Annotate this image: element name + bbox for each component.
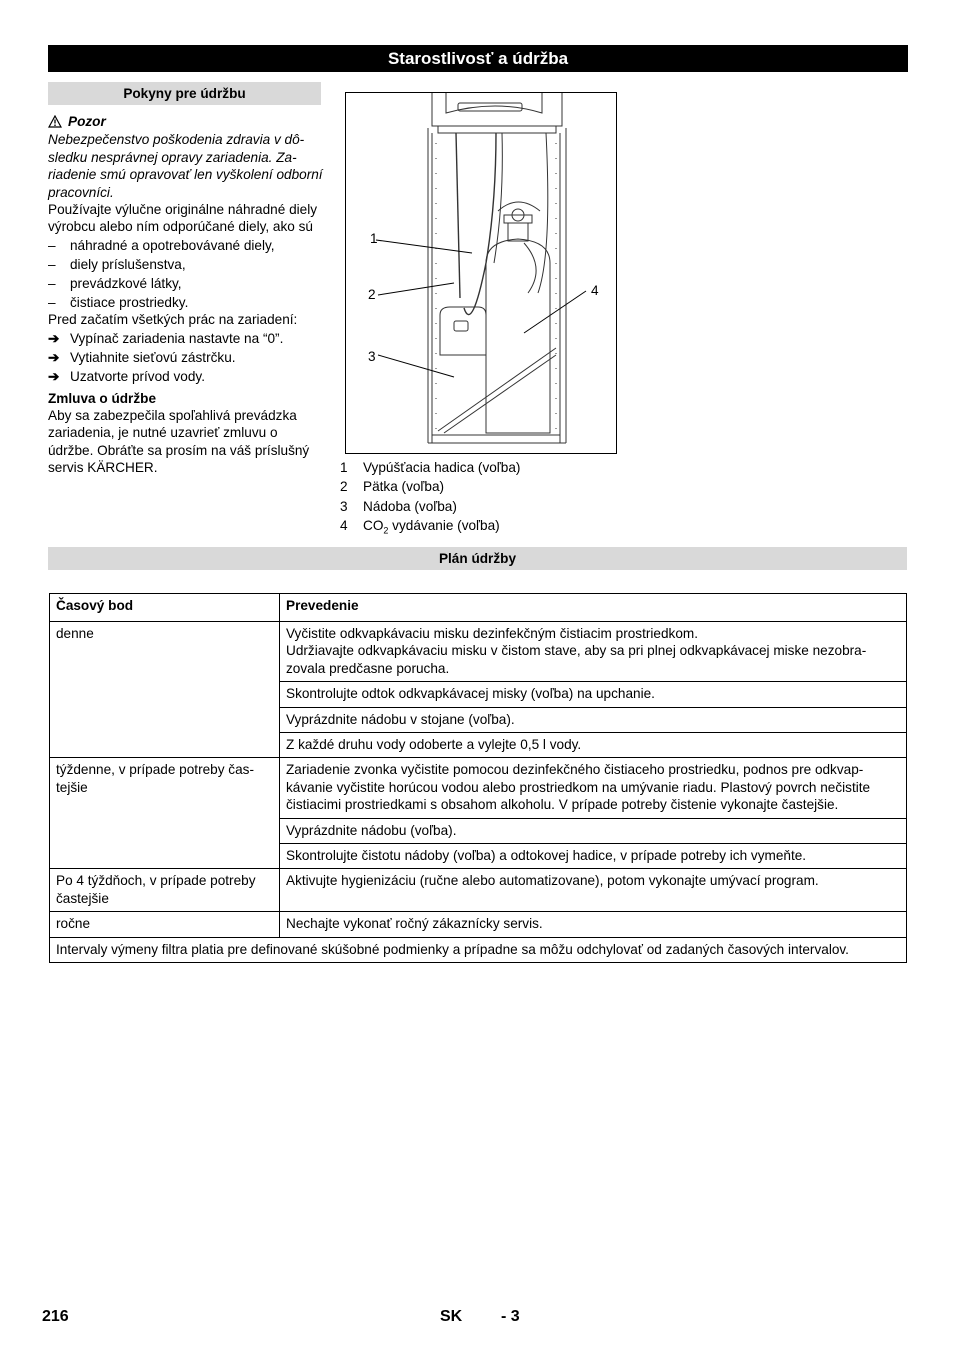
- action-cell: Aktivujte hygienizáciu (ručne alebo automatizovane), potom vykonajte umývací program.: [280, 869, 907, 912]
- parts-intro: Používajte výlučne originálne náhradné diely výrobcu alebo ním odporúčané diely, ako sú: [48, 202, 318, 235]
- maintenance-plan-heading: Plán údržby: [48, 547, 907, 570]
- legend-text: Vypúšťacia hadica (voľba): [363, 460, 521, 475]
- filter-interval-note: Intervaly výmeny filtra platia pre definované skúšobné podmienky a prípadne sa môžu odchylovať od zadaných časových intervalov.: [50, 937, 907, 962]
- language-code: SK: [440, 1308, 463, 1325]
- callout-2: 2: [368, 287, 376, 302]
- dash-bullet: –: [48, 295, 56, 311]
- parts-list-text: prevádzkové látky,: [70, 276, 182, 292]
- legend-text: Nádoba (voľba): [363, 498, 457, 514]
- dash-bullet: –: [48, 257, 56, 273]
- device-illustration: [346, 93, 616, 453]
- maintenance-notes-heading: Pokyny pre údržbu: [48, 82, 321, 105]
- step-item: [48, 348, 324, 367]
- legend-item: [340, 517, 640, 536]
- action-cell: Skontrolujte odtok odkvapkávacej misky (voľba) na upchanie.: [280, 682, 907, 707]
- legend-text: Pätka (voľba): [363, 479, 445, 495]
- legend-number: 2: [340, 479, 348, 495]
- arrow-right-icon: ➔: [48, 350, 60, 366]
- time-cell: Po 4 týždňoch, v prípade potreby častejšie: [50, 869, 280, 912]
- table-row: [50, 758, 907, 818]
- parts-list-item: [48, 236, 324, 255]
- legend-text-co: CO: [363, 518, 384, 534]
- contract-heading: Zmluva o údržbe: [48, 390, 157, 406]
- action-cell: Zariadenie zvonka vyčistite pomocou dezinfekčného čistiaceho prostriedku, podnos pre odkvap-kávanie vyčistite horúcou vodou alebo prostriedkom na umývanie riadu. Plastový povrch nečistite čistiacimi prostriedkami s obsahom alkoholu. V prípade potreby čistenie vykonajte častejšie.: [280, 758, 907, 818]
- action-cell: Vyprázdnite nádobu (voľba).: [280, 818, 907, 843]
- parts-list-item: [48, 293, 324, 312]
- parts-list-text: náhradné a opotrebovávané diely,: [70, 238, 275, 254]
- warning-label: Pozor: [68, 114, 106, 129]
- action-cell: Vyčistite odkvapkávaciu misku dezinfekčným čistiacim prostriedkom. Udržiavajte odkvapkávaciu misku v čistom stave, aby sa pri plnej odkvapkávacej miske nezobra-zovala predčasne porucha.: [280, 622, 907, 682]
- parts-list-item: [48, 255, 324, 274]
- before-work-text: Pred začatím všetkých prác na zariadení:: [48, 312, 298, 328]
- step-item: [48, 329, 324, 348]
- parts-list: [48, 236, 324, 312]
- page-number: 216: [42, 1308, 69, 1325]
- time-cell: denne: [50, 622, 280, 758]
- section-title: Starostlivosť a údržba: [48, 45, 908, 72]
- table-row: [50, 912, 907, 937]
- step-text: Uzatvorte prívod vody.: [70, 369, 205, 385]
- parts-list-text: diely príslušenstva,: [70, 257, 186, 273]
- legend-number: 1: [340, 460, 348, 475]
- parts-list-item: [48, 274, 324, 293]
- dash-bullet: –: [48, 276, 56, 292]
- contract-text: Aby sa zabezpečila spoľahlivá prevádzka zariadenia, je nutné uzavrieť zmluvu o údržbe. Obráťte sa prosím na váš príslušný servis KÄRCHER.: [48, 408, 310, 476]
- action-cell: Vyprázdnite nádobu v stojane (voľba).: [280, 707, 907, 732]
- maintenance-plan-table: [49, 593, 907, 963]
- table-row: [50, 869, 907, 912]
- action-cell: Nechajte vykonať ročný zákaznícky servis.: [280, 912, 907, 937]
- action-cell: Z každé druhu vody odoberte a vylejte 0,5 l vody.: [280, 733, 907, 758]
- time-cell: týždenne, v prípade potreby čas-tejšie: [50, 758, 280, 869]
- legend-text-rest: vydávanie (voľba): [388, 518, 500, 534]
- legend-number: 3: [340, 498, 348, 514]
- section-number: - 3: [501, 1308, 520, 1325]
- steps-list: [48, 329, 324, 386]
- table-header-row: [50, 594, 907, 622]
- callout-4: 4: [591, 283, 599, 298]
- parts-list-text: čistiace prostriedky.: [70, 295, 189, 311]
- warning-heading: [48, 113, 324, 130]
- legend-item: [340, 459, 640, 478]
- maintenance-plan-body: [50, 622, 907, 963]
- column-header-time: Časový bod: [50, 594, 280, 622]
- callout-1: 1: [370, 231, 378, 246]
- legend-item: [340, 478, 640, 497]
- step-text: Vytiahnite sieťovú zástrčku.: [70, 350, 236, 366]
- maintenance-notes: [48, 113, 324, 477]
- time-cell: ročne: [50, 912, 280, 937]
- device-figure: [345, 92, 617, 454]
- figure-legend: [340, 459, 640, 537]
- callout-3: 3: [368, 349, 376, 364]
- legend-text-sub: 2: [383, 525, 389, 536]
- table-footnote-row: [50, 937, 907, 962]
- dash-bullet: –: [48, 238, 56, 254]
- legend-item: [340, 498, 640, 517]
- legend-text: [363, 517, 500, 536]
- arrow-right-icon: ➔: [48, 331, 60, 347]
- warning-triangle-icon: [48, 115, 62, 128]
- action-cell: Skontrolujte čistotu nádoby (voľba) a odtokovej hadice, v prípade potreby ich vymeňte.: [280, 844, 907, 869]
- step-item: [48, 367, 324, 386]
- arrow-right-icon: ➔: [48, 369, 60, 385]
- step-text: Vypínač zariadenia nastavte na “0”.: [70, 331, 284, 347]
- warning-text: Nebezpečenstvo poškodenia zdravia v dô-sledku nesprávnej opravy zariadenia. Za-riadenie smú opravovať len vyškolení odborní pracovníci.: [48, 132, 323, 200]
- legend-number: 4: [340, 518, 348, 534]
- table-row: [50, 622, 907, 682]
- column-header-action: Prevedenie: [280, 594, 907, 622]
